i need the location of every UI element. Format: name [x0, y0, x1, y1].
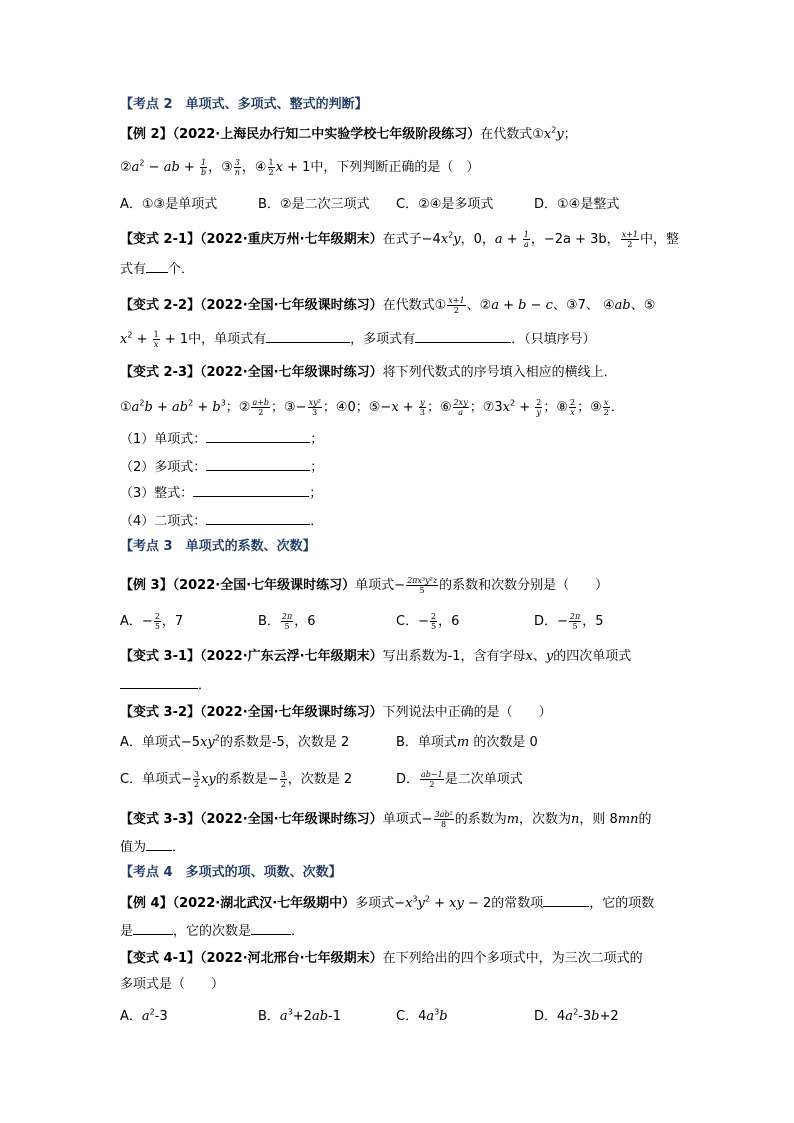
option-a[interactable]: A．$a^2-3$ — [120, 1007, 168, 1024]
option-a[interactable]: A．①③是单项式 — [120, 197, 218, 212]
section-heading-2: 【考点 2 单项式、多项式、整式的判断】 — [120, 97, 368, 112]
option-b[interactable]: B．$a^3+2ab-1$ — [258, 1007, 341, 1024]
answer-blank[interactable] — [146, 260, 168, 273]
variant-2-3-q1: （1）单项式： ； — [120, 432, 324, 447]
answer-blank-q1[interactable] — [206, 430, 310, 443]
variant-3-3-line-1: 【变式 3-3】（2022·全国·七年级课时练习）单项式− $\frac{\text{3ab²}}{8}$ 的系数为m，次数为n，则 8mn的 — [120, 810, 652, 829]
variant-2-2-line-2: $x^2$ + $\frac{1}{x}$ + 1中，单项式有 ，多项式有 ．（只填序号） — [120, 330, 596, 349]
variant-2-2-line-1: 【变式 2-2】（2022·全国·七年级课时练习）在代数式① $\frac{x+1}{2}$ 、②a + b − c、③7、 ④ab、⑤ — [120, 296, 656, 315]
section-heading-3: 【考点 3 单项式的系数、次数】 — [120, 539, 316, 554]
answer-blank-monomial[interactable] — [266, 330, 350, 343]
option-a[interactable]: A．单项式$-5xy^2$的系数是-5，次数是 2 — [120, 733, 350, 750]
answer-blank-q4[interactable] — [206, 512, 310, 525]
option-b[interactable]: B． $\frac{2\pi}{5}$ ，6 — [258, 612, 316, 631]
answer-blank-degree[interactable] — [251, 922, 291, 935]
example-2-line-1: 【例 2】（2022·上海民办行知二中实验学校七年级阶段练习）在代数式$①x^2y$； — [120, 125, 577, 142]
variant-2-3-line-1: 【变式 2-3】（2022·全国·七年级课时练习）将下列代数式的序号填入相应的横线上． — [120, 365, 617, 380]
option-c[interactable]: C．②④是多项式 — [396, 197, 494, 212]
variant-4-1-line-2: 多项式是（ ） — [120, 977, 225, 992]
answer-blank-constant[interactable] — [543, 894, 589, 907]
variant-3-2-line-1: 【变式 3-2】（2022·全国·七年级课时练习）下列说法中正确的是（ ） — [120, 705, 552, 720]
option-c[interactable]: C．$4a^3b$ — [396, 1007, 448, 1024]
variant-2-3-q4: （4）二项式： ． — [120, 514, 324, 529]
option-b[interactable]: B．②是二次三项式 — [258, 197, 370, 212]
example-4-line-2: 是 ，它的次数是 ． — [120, 924, 305, 939]
option-d[interactable]: D． $\frac{ab-1}{2}$ 是二次单项式 — [396, 770, 523, 789]
answer-blank-terms[interactable] — [133, 922, 173, 935]
variant-2-3-q3: （3）整式： ； — [120, 486, 323, 501]
option-a[interactable]: A．− $\frac{2}{5}$ ，7 — [120, 612, 184, 631]
variant-2-1-line-2: 式有 个． — [120, 262, 195, 277]
variant-4-1-line-1: 【变式 4-1】（2022·河北邢台·七年级期末）在下列给出的四个多项式中，为三次二项式的 — [120, 951, 643, 966]
variant-3-3-line-2: 值为 ． — [120, 840, 186, 855]
option-c[interactable]: C．− $\frac{2}{5}$ ，6 — [396, 612, 460, 631]
variant-2-3-q2: （2）多项式： ； — [120, 460, 324, 475]
variant-2-1-line-1: 【变式 2-1】（2022·重庆万州·七年级期末）在式子$-4x^2y$，0，a + $\frac{1}{a}$ ，−2a + 3b， $\frac{x+1}{2}$ 中，整 — [120, 230, 680, 249]
section-heading-4: 【考点 4 多项式的项、项数、次数】 — [120, 865, 342, 880]
variant-3-1-line-2: ． — [120, 676, 680, 695]
variant-3-1-line-1: 【变式 3-1】（2022·广东云浮·七年级期末）写出系数为-1，含有字母x、y的四次单项式 — [120, 649, 632, 664]
example-2-line-2: $②a^2$ − ab + $\frac{1}{b}$ ，③ $\frac{3}{n}$ ，④ $\frac{1}{2}$ x + 1中，下列判断正确的是（ ） — [120, 158, 480, 177]
option-d[interactable]: D．− $\frac{2\pi}{5}$ ，5 — [534, 612, 604, 631]
answer-blank[interactable] — [120, 676, 198, 689]
option-d[interactable]: D．①④是整式 — [534, 197, 620, 212]
answer-blank[interactable] — [146, 838, 172, 851]
variant-2-3-expressions: $①a^2b + ab^2 + b^3$；② $\frac{a+b}{2}$ ；③− $\frac{\text{xy²}}{3}$ ；④0；⑤−x + $\frac{y}{3}$ ；⑥ $\frac{2xy}{a}$ ；$⑦3x^2$ + $\frac{2}{y}$ ；⑧ $\frac{2}{x}$ ；⑨ $\frac{x}{2}$ ． — [120, 398, 624, 417]
option-c[interactable]: C．单项式− $\frac{3}{2}$ xy的系数是− $\frac{3}{2}$ ，次数是 2 — [120, 770, 353, 789]
answer-blank-q2[interactable] — [206, 458, 310, 471]
example-3-line-1: 【例 3】（2022·全国·七年级课时练习）单项式− $\frac{\text{2πx³y²z}}{5}$ 的系数和次数分别是（ ） — [120, 576, 609, 595]
answer-blank-polynomial[interactable] — [415, 330, 511, 343]
example-4-line-1: 【例 4】（2022·湖北武汉·七年级期中）多项式$-x^3y^2$ + xy − 2的常数项 ，它的项数 — [120, 894, 655, 911]
answer-blank-q3[interactable] — [193, 484, 309, 497]
option-b[interactable]: B．单项式m 的次数是 0 — [396, 735, 538, 750]
option-d[interactable]: D．$4a^2-3b+2$ — [534, 1007, 619, 1024]
